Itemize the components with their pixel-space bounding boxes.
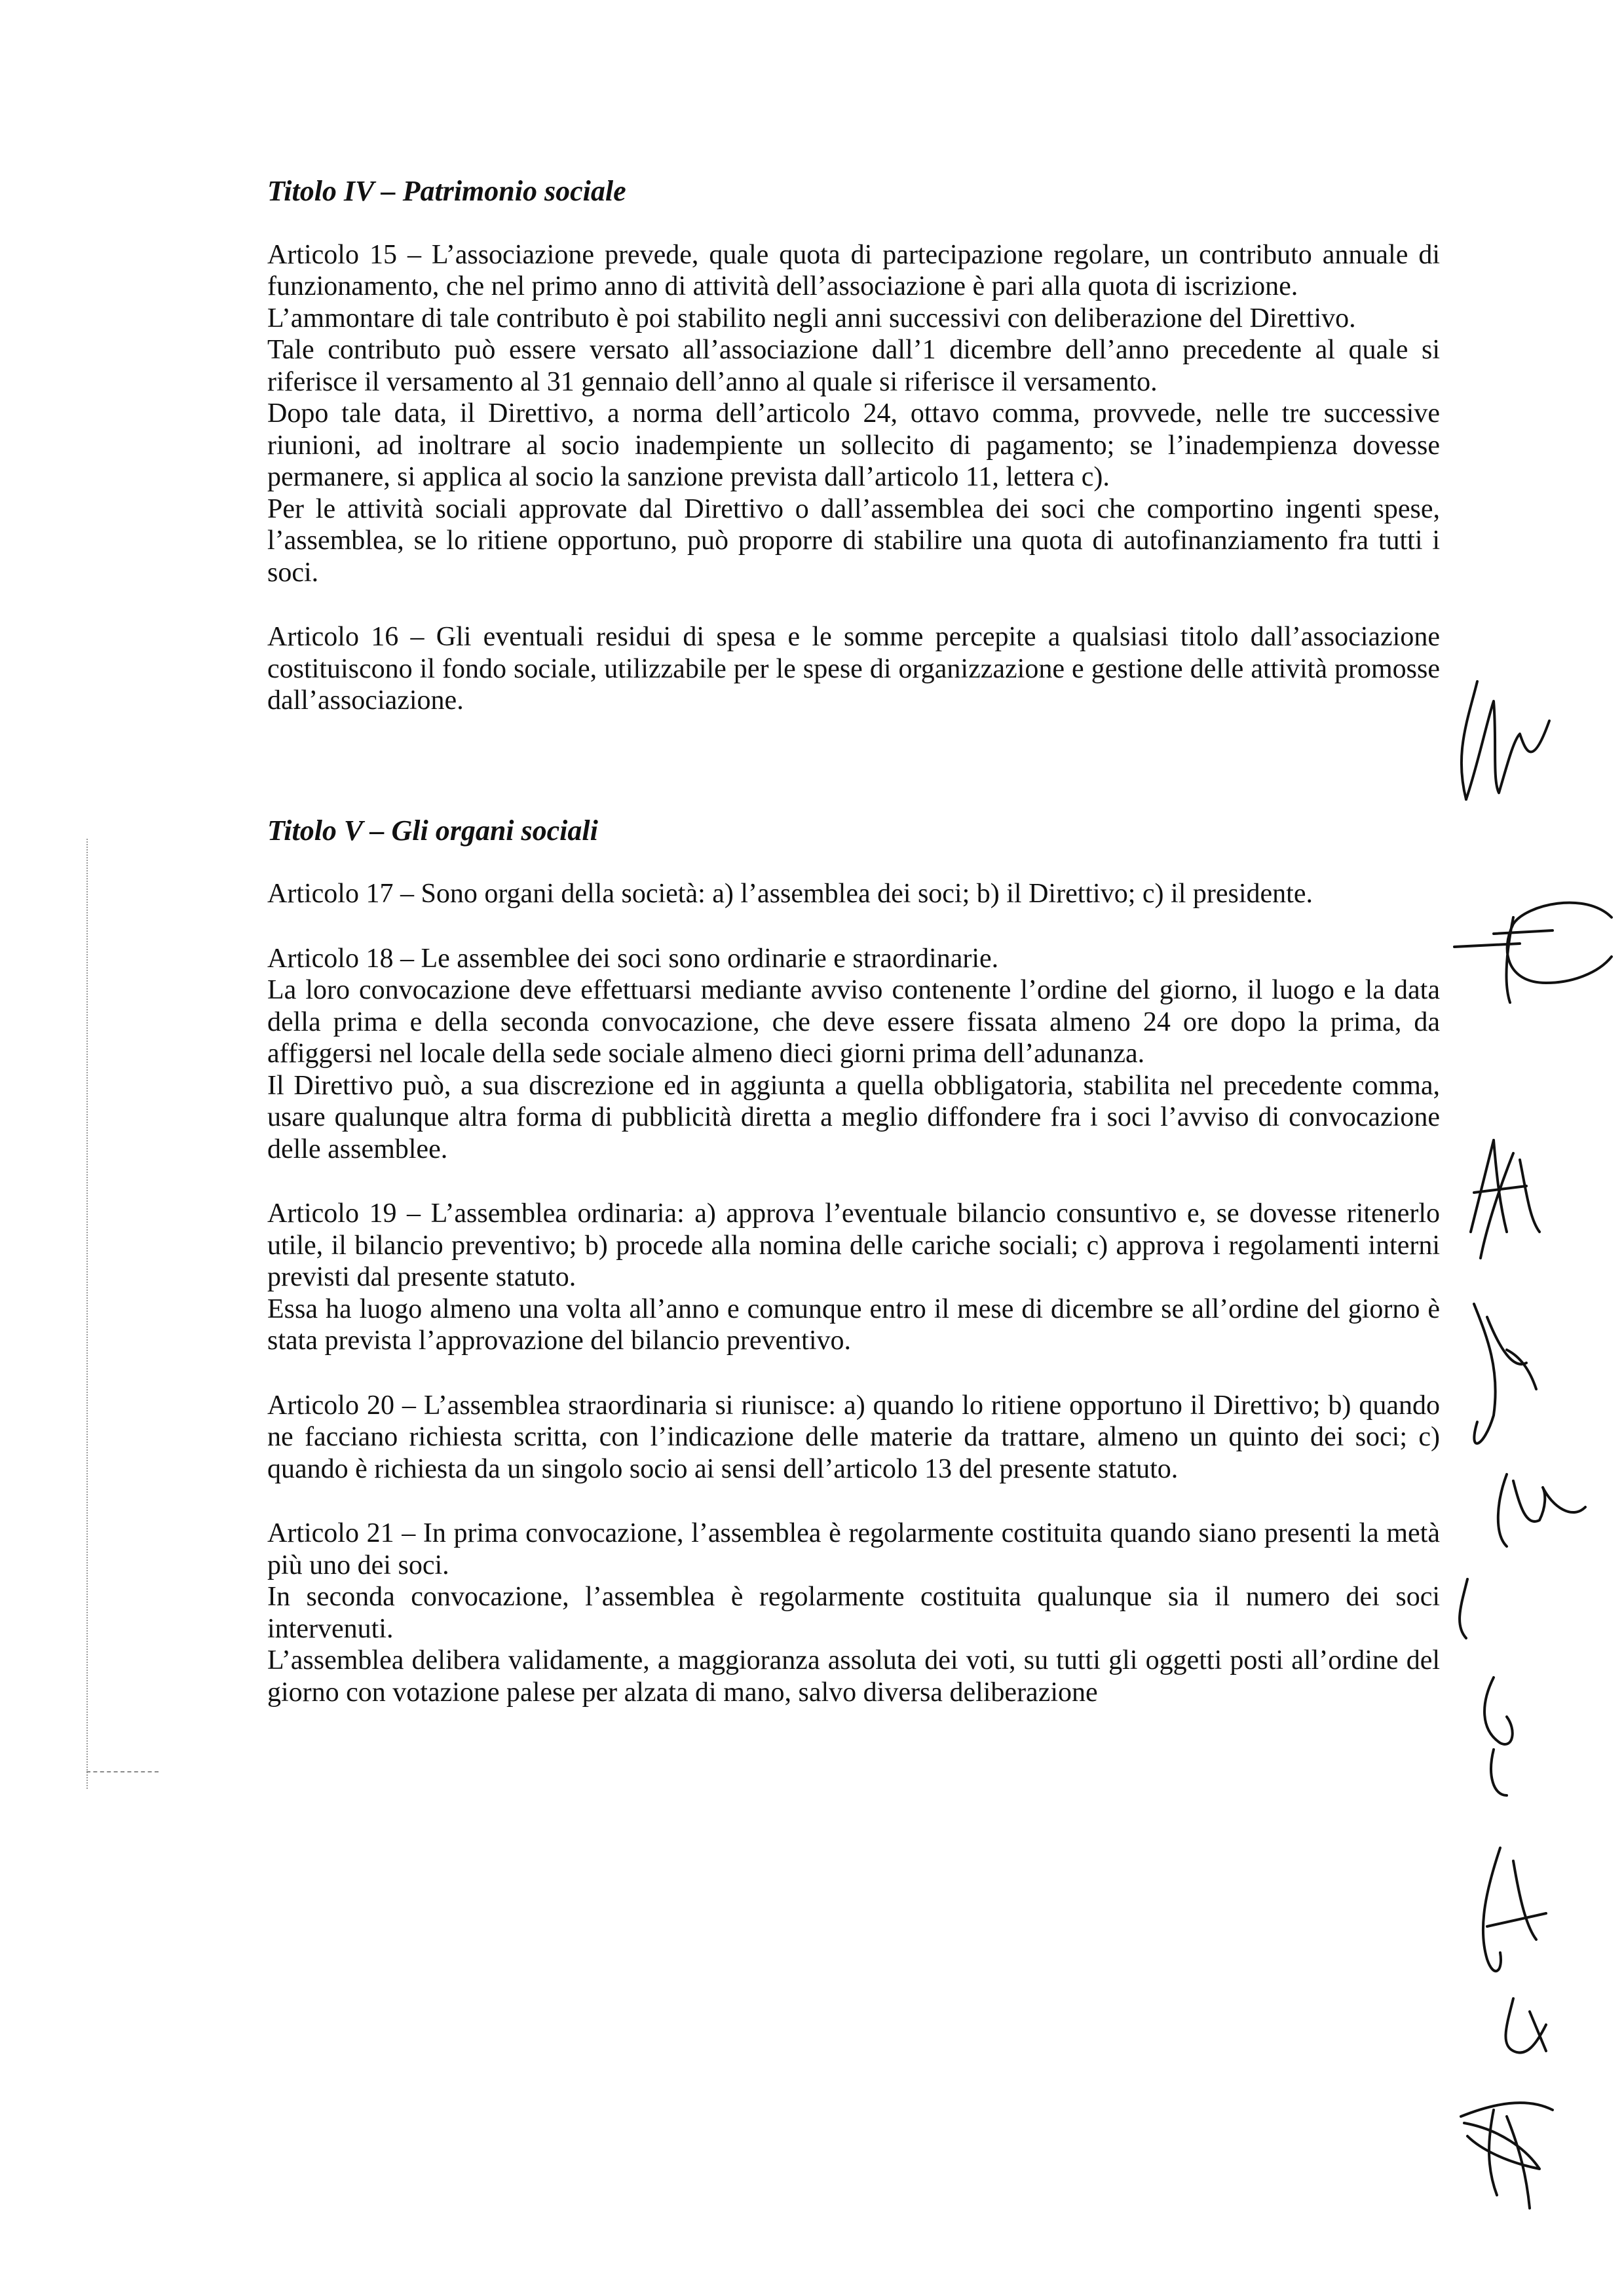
paragraph-art18-b: La loro convocazione deve effettuarsi mediante avviso contenente l’ordine del giorno, il luogo e la data della prima e della seconda convocazione, che deve essere fissata almeno 24 ore dopo la prima, da affiggersi nel locale della sede sociale almeno dieci giorni prima dell’adunanza. (267, 975, 1440, 1069)
paragraph-art21-c: L’assemblea delibera validamente, a maggioranza assoluta dei voti, su tutti gli oggetti posti all’ordine del giorno con votazione palese per alzata di mano, salvo diversa deliberazione (267, 1645, 1440, 1708)
paragraph-art15-b: L’ammontare di tale contributo è poi stabilito negli anni successivi con deliberazione del Direttivo. (267, 303, 1356, 334)
paragraph-art15-d: Dopo tale data, il Direttivo, a norma dell’articolo 24, ottavo comma, provvede, nelle tre successive riunioni, ad inoltrare al socio inadempiente un sollecito di pagamento; se l’inadempienza dovesse permanere, si applica al socio la sanzione prevista dall’articolo 11, lettera c). (267, 398, 1440, 492)
paragraph-art18-a: Articolo 18 – Le assemblee dei soci sono ordinarie e straordinarie. (267, 943, 999, 974)
signature-strokes (1415, 642, 1624, 2215)
signature-7 (1483, 1848, 1546, 1971)
paragraph-art19-b: Essa ha luogo almeno una volta all’anno e comunque entro il mese di dicembre se all’ordine del giorno è stata prevista l’approvazione del bilancio preventivo. (267, 1293, 1440, 1356)
paragraph-art15-c: Tale contributo può essere versato all’associazione dall’1 dicembre dell’anno precedente al quale si riferisce il versamento al 31 gennaio dell’anno al quale si riferisce il versamento. (267, 335, 1440, 397)
section-title-titolo-v: Titolo V – Gli organi sociali (267, 814, 598, 847)
signature-2 (1454, 903, 1612, 1003)
signature-3 (1471, 1140, 1539, 1258)
paragraph-art21-a: Articolo 21 – In prima convocazione, l’assemblea è regolarmente costituita quando siano presenti la metà più uno dei soci. (267, 1518, 1440, 1580)
signature-9 (1461, 2103, 1553, 2208)
margin-signatures (1415, 642, 1624, 2215)
scan-margin-mark (86, 839, 92, 1789)
paragraph-art19-a: Articolo 19 – L’assemblea ordinaria: a) approva l’eventuale bilancio consuntivo e, se dovesse ritenerlo utile, il bilancio preventivo; b) procede alla nomina delle cariche sociali; c) approva i regolamenti interni previsti dal presente statuto. (267, 1198, 1440, 1292)
paragraph-art21-b: In seconda convocazione, l’assemblea è regolarmente costituita qualunque sia il numero dei soci intervenuti. (267, 1582, 1440, 1644)
signature-6 (1484, 1677, 1513, 1795)
paragraph-art18-c: Il Direttivo può, a sua discrezione ed in aggiunta a quella obbligatoria, stabilita nel precedente comma, usare qualunque altra forma di pubblicità diretta a meglio diffondere fra i soci l’avviso di convocazione delle assemblee. (267, 1070, 1440, 1164)
section-title-titolo-iv: Titolo IV – Patrimonio sociale (267, 175, 626, 207)
signature-4 (1474, 1304, 1536, 1444)
paragraph-art15-e: Per le attività sociali approvate dal Direttivo o dall’assemblea dei soci che comportino ingenti spese, l’assemblea, se lo ritiene opportuno, può proporre di stabilire una quota di autofinanziamento fra tutti i soci. (267, 493, 1440, 588)
signature-1 (1462, 681, 1549, 799)
paragraph-art17: Articolo 17 – Sono organi della società: a) l’assemblea dei soci; b) il Direttivo; c) il presidente. (267, 879, 1313, 909)
scan-dash-mark (86, 1771, 159, 1772)
signature-8 (1505, 1999, 1546, 2053)
document-body (267, 176, 1440, 1708)
paragraph-art16: Articolo 16 – Gli eventuali residui di spesa e le somme percepite a qualsiasi titolo dall’associazione costituiscono il fondo sociale, utilizzabile per le spese di organizzazione e gestione delle attività promosse dall’associazione. (267, 622, 1440, 716)
signature-5 (1460, 1474, 1585, 1638)
paragraph-art20: Articolo 20 – L’assemblea straordinaria si riunisce: a) quando lo ritiene opportuno il Direttivo; b) quando ne facciano richiesta scritta, con l’indicazione delle materie da trattare, almeno un quinto dei soci; c) quando è richiesta da un singolo socio ai sensi dell’articolo 13 del presente statuto. (267, 1390, 1440, 1484)
paragraph-art15-a: Articolo 15 – L’associazione prevede, quale quota di partecipazione regolare, un contributo annuale di funzionamento, che nel primo anno di attività dell’associazione è pari alla quota di iscrizione. (267, 239, 1440, 301)
